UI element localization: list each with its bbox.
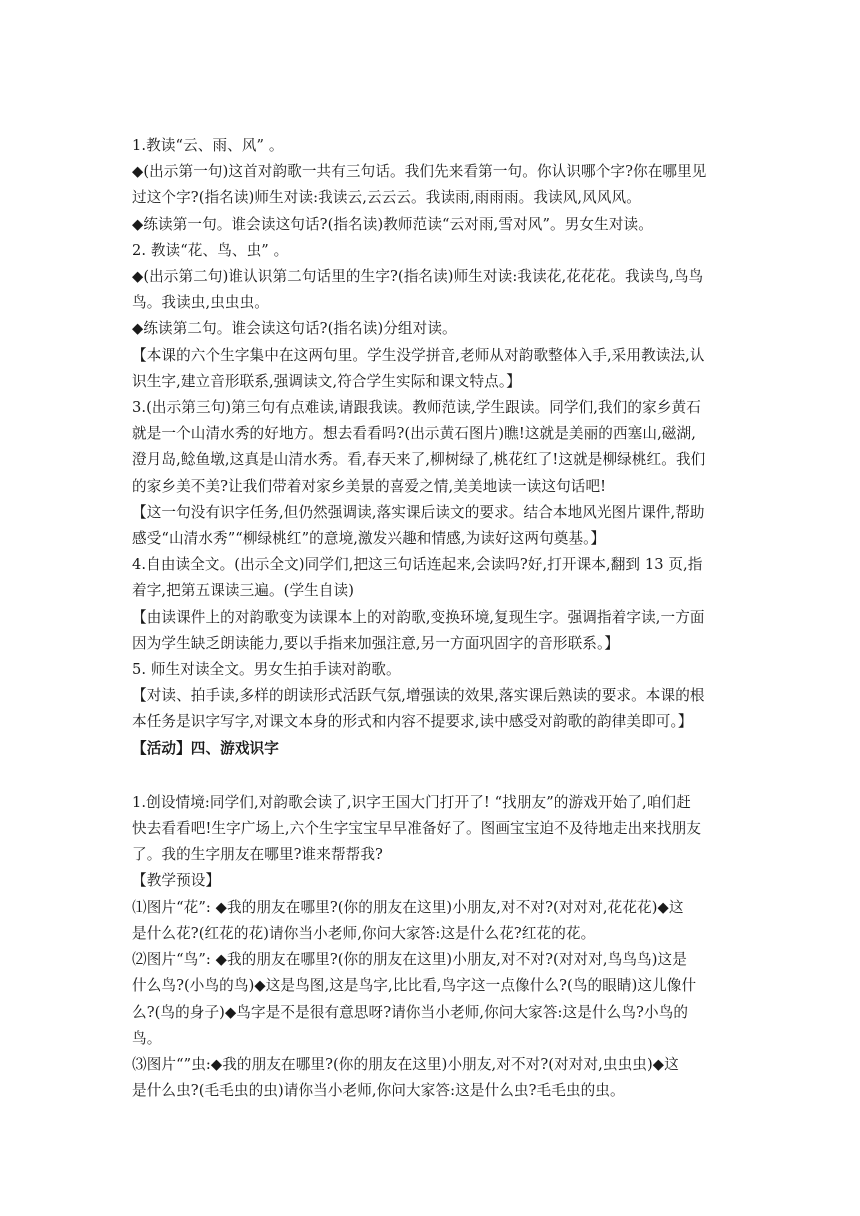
text-line: 2. 教读“花、鸟、虫” 。 (132, 241, 289, 259)
text-line: 是什么花?(红花的花)请你当小老师,你问大家答:这是什么花?红花的花。 (132, 924, 596, 942)
text-line: ◆练读第一句。谁会读这句话?(指名读)教师范读“云对雨,雪对风”。男女生对读。 (132, 215, 653, 233)
section-heading: 【活动】四、游戏识字 (132, 739, 279, 757)
text-line: 感受“山清水秀”“柳绿桃红”的意境,激发兴趣和情感,为读好这两句奠基。】 (132, 530, 606, 548)
text-line: 【本课的六个生字集中在这两句里。学生没学拼音,老师从对韵歌整体入手,采用教读法,认 (132, 346, 705, 364)
text-line: 1.教读“云、雨、风” 。 (132, 137, 284, 154)
text-line: 快去看看吧!生字广场上,六个生字宝宝早早准备好了。图画宝宝迫不及待地走出来找朋友 (132, 820, 702, 838)
text-line: ◆(出示第一句)这首对韵歌一共有三句话。我们先来看第一句。你认识哪个字?你在哪里见 (132, 163, 707, 181)
text-line: 是什么虫?(毛毛虫的虫)请你当小老师,你问大家答:这是什么虫?毛毛虫的虫。 (132, 1082, 625, 1100)
text-line: 3.(出示第三句)第三句有点难读,请跟我读。教师范读,学生跟读。同学们,我们的家乡黄石 (132, 399, 701, 417)
text-line: 识生字,建立音形联系,强调读文,符合学生实际和课文特点。】 (132, 372, 521, 390)
text-line: 因为学生缺乏朗读能力,要以手指来加强注意,另一方面巩固字的音形联系。】 (132, 634, 620, 652)
text-line: 过这个字?(指名读)师生对读:我读云,云云云。我读雨,雨雨雨。我读风,风风风。 (132, 189, 641, 207)
text-line: ⑶图片“”虫:◆我的朋友在哪里?(你的朋友在这里)小朋友,对不对?(对对对,虫虫虫)◆这 (132, 1055, 679, 1073)
text-line: 就是一个山清水秀的好地方。想去看看吗?(出示黄石图片)瞧!这就是美丽的西塞山,磁湖, (132, 425, 696, 443)
text-line: 【这一句没有识字任务,但仍然强调读,落实课后读文的要求。结合本地风光图片课件,帮助 (132, 503, 705, 521)
spacer (132, 762, 730, 790)
text-line: 1.创设情境:同学们,对韵歌会读了,识字王国大门打开了! “找朋友”的游戏开始了,咱们赶 (132, 793, 691, 811)
text-line: 澄月岛,鲶鱼墩,这真是山清水秀。看,春天来了,柳树绿了,桃花红了!这就是柳绿桃红。我们 (132, 451, 706, 469)
text-line: 么?(鸟的身子)◆鸟字是不是很有意思呀?请你当小老师,你问大家答:这是什么鸟?小鸟的 (132, 1003, 689, 1021)
text-line: 的家乡美不美?让我们带着对家乡美景的喜爱之情,美美地读一读这句话吧! (132, 477, 607, 495)
text-line: ◆(出示第二句)谁认识第二句话里的生字?(指名读)师生对读:我读花,花花花。我读鸟,鸟鸟 (132, 268, 704, 286)
text-line: 了。我的生字朋友在哪里?谁来帮帮我? (132, 846, 383, 864)
text-line: 【教学预设】 (132, 872, 221, 890)
text-line: ⑴图片“花”: ◆我的朋友在哪里?(你的朋友在这里)小朋友,对不对?(对对对,花花花)◆这 (132, 898, 684, 916)
text-line: 什么鸟?(小鸟的鸟)◆这是鸟图,这是鸟字,比比看,鸟字这一点像什么?(鸟的眼睛)这儿像什 (132, 977, 697, 995)
text-line: 鸟。 (132, 1029, 162, 1047)
text-line: ◆练读第二句。谁会读这句话?(指名读)分组对读。 (132, 320, 457, 338)
text-line: 【对读、拍手读,多样的朗读形式活跃气氛,增强读的效果,落实课后熟读的要求。本课的根 (132, 687, 705, 705)
text-line: ⑵图片“鸟”: ◆我的朋友在哪里?(你的朋友在这里)小朋友,对不对?(对对对,鸟鸟鸟)这是 (132, 951, 687, 969)
text-line: 本任务是识字写字,对课文本身的形式和内容不提要求,读中感受对韵歌的韵律美即可。】 (132, 713, 693, 731)
text-line: 【由读课件上的对韵歌变为读课本上的对韵歌,变换环境,复现生字。强调指着字读,一方面 (132, 608, 705, 626)
text-line: 鸟。我读虫,虫虫虫。 (132, 294, 269, 312)
text-line: 着字,把第五课读三遍。(学生自读) (132, 582, 355, 600)
text-line: 5. 师生对读全文。男女生拍手读对韵歌。 (132, 661, 401, 679)
text-line: 4.自由读全文。(出示全文)同学们,把这三句话连起来,会读吗?好,打开课本,翻到 13 页,指 (132, 556, 703, 574)
